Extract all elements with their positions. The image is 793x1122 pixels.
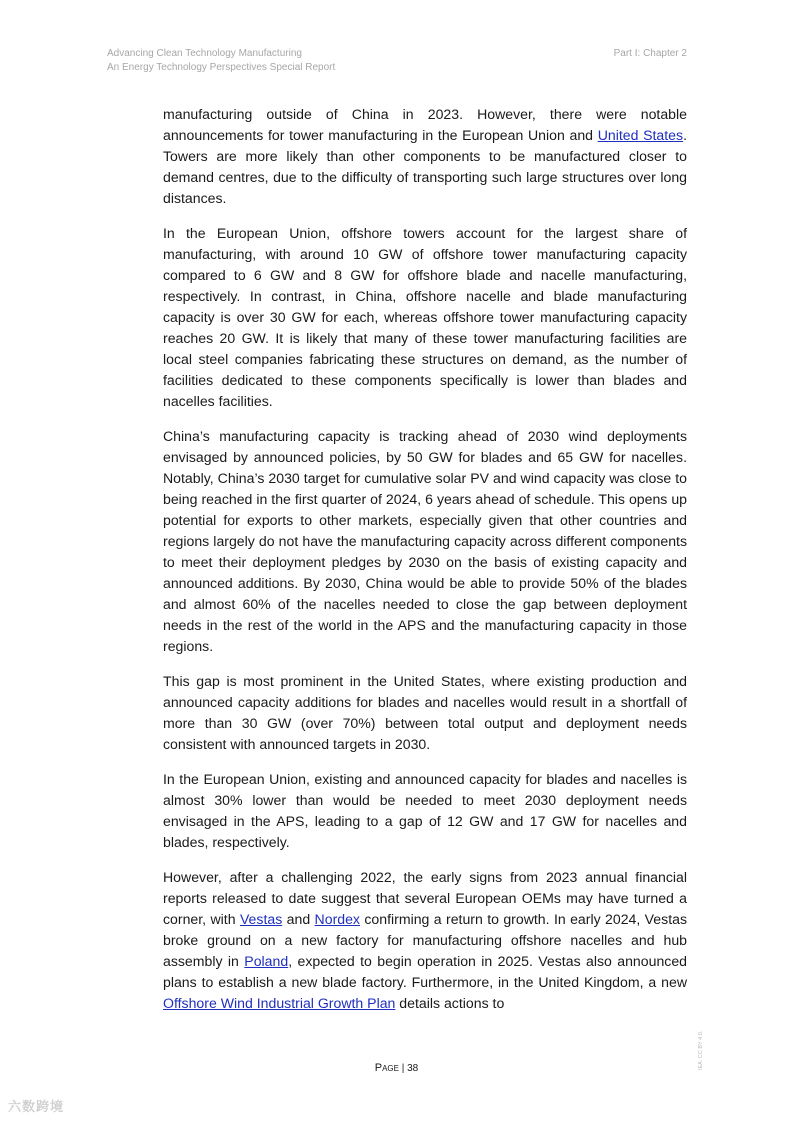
- paragraph-1: [163, 104, 687, 209]
- paragraph-6-text-d: , expected to begin operation in 2025. Vestas also announced plans to establish a new blade factory. Furthermore, in the United Kingdom, a new: [163, 953, 688, 990]
- paragraph-6-text-e: details actions to: [395, 995, 505, 1011]
- link-poland[interactable]: Poland: [244, 953, 289, 969]
- link-vestas[interactable]: Vestas: [239, 911, 283, 927]
- page-header: [107, 47, 687, 75]
- paragraph-6-text-b: and: [282, 911, 315, 927]
- paragraph-2: In the European Union, offshore towers account for the largest share of manufacturing, with around 10 GW of offshore tower manufacturing capacity compared to 6 GW and 8 GW for offshore blade and nacelle manufacturing, respectively. In contrast, in China, offshore nacelle and blade manufacturing capacity is over 30 GW for each, whereas offshore tower manufacturing capacity reaches 20 GW. It is likely that many of these tower manufacturing facilities are local steel companies fabricating these structures on demand, as the number of facilities dedicated to these components specifically is lower than blades and nacelles facilities.: [163, 225, 687, 409]
- paragraph-1-text-b: . Towers are more likely than other components to be manufactured closer to demand centres, due to the difficulty of transporting such large structures over long distances.: [163, 127, 687, 206]
- header-report-subtitle: An Energy Technology Perspectives Special Report: [107, 62, 336, 73]
- header-chapter: Part I: Chapter 2: [613, 48, 687, 59]
- header-report-title: Advancing Clean Technology Manufacturing: [107, 48, 302, 59]
- page-footer: [0, 1062, 793, 1074]
- page-number: 38: [407, 1063, 419, 1074]
- page-label: Page: [374, 1062, 399, 1074]
- license-notice: IEA. CC BY 4.0.: [698, 1030, 704, 1070]
- watermark: 六数跨境: [8, 1099, 65, 1114]
- paragraph-3: China’s manufacturing capacity is tracking ahead of 2030 wind deployments envisaged by announced policies, by 50 GW for blades and 65 GW for nacelles. Notably, China’s 2030 target for cumulative solar PV and wind capacity was close to being reached in the first quarter of 2024, 6 years ahead of schedule. This opens up potential for exports to other markets, especially given that other countries and regions largely do not have the manufacturing capacity across different components to meet their deployment pledges by 2030 on the basis of existing capacity and announced additions. By 2030, China would be able to provide 50% of the blades and almost 60% of the nacelles needed to close the gap between deployment needs in the rest of the world in the APS and the manufacturing capacity in those regions.: [163, 428, 687, 654]
- paragraph-6-text-c: confirming a return to growth. In early 2024, Vestas broke ground on a new factory for manufacturing offshore nacelles and hub assembly in: [163, 911, 687, 969]
- link-united-states[interactable]: United States: [597, 127, 684, 143]
- paragraph-5: In the European Union, existing and announced capacity for blades and nacelles is almost 30% lower than would be needed to meet 2030 deployment needs envisaged in the APS, leading to a gap of 12 GW and 17 GW for nacelles and blades, respectively.: [163, 771, 687, 850]
- link-offshore-wind-growth-plan[interactable]: Offshore Wind Industrial Growth Plan: [163, 995, 396, 1011]
- paragraph-6-text-a: However, after a challenging 2022, the early signs from 2023 annual financial reports released to date suggest that several European OEMs may have turned a corner, with: [163, 869, 687, 927]
- header-titles: [107, 47, 335, 75]
- paragraph-6: [163, 867, 687, 1014]
- paragraph-1-text-a: manufacturing outside of China in 2023. However, there were notable announcements for tower manufacturing in the European Union and: [163, 106, 687, 143]
- body-text: [163, 104, 687, 1028]
- paragraph-4: This gap is most prominent in the United States, where existing production and announced capacity additions for blades and nacelles would result in a shortfall of more than 30 GW (over 70%) between total output and deployment needs consistent with announced targets in 2030.: [163, 673, 687, 752]
- page-separator: |: [398, 1063, 408, 1074]
- link-nordex[interactable]: Nordex: [314, 911, 360, 927]
